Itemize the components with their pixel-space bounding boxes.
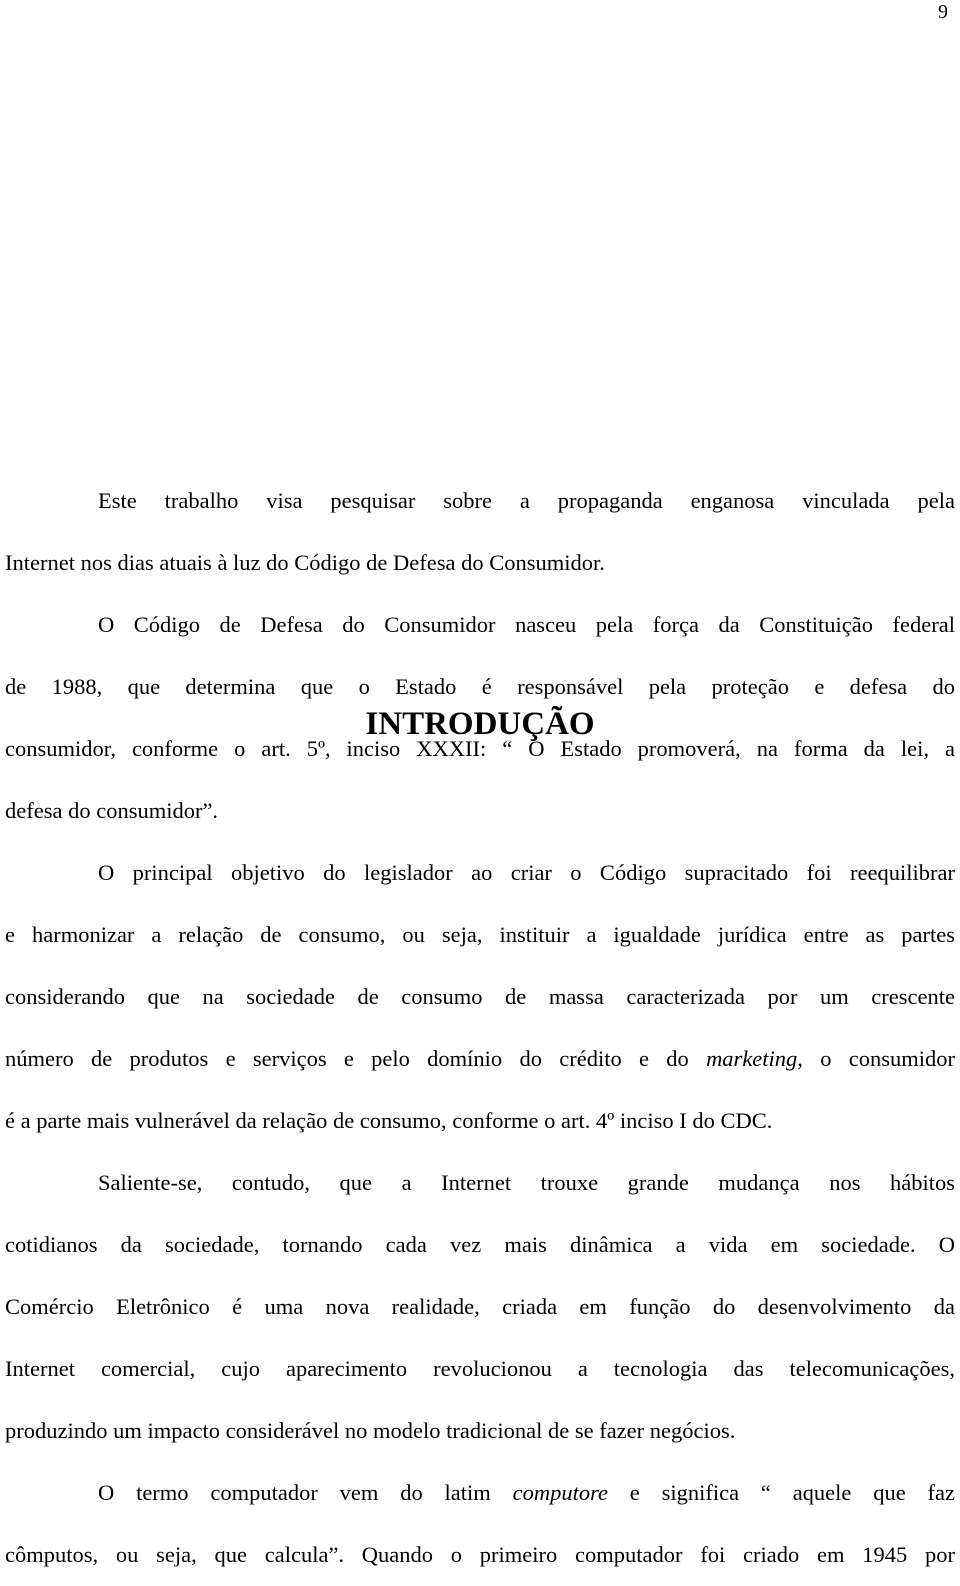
paragraph-line: O Código de Defesa do Consumidor nasceu pela força da Constituição federal [98, 612, 955, 637]
paragraph-line [5, 1462, 955, 1524]
paragraph-line [5, 1028, 955, 1090]
line-text: e significa “ aquele que faz [607, 1480, 955, 1505]
paragraph-line: defesa do consumidor”. [5, 798, 219, 823]
paragraph-line: e harmonizar a relação de consumo, ou seja, instituir a igualdade jurídica entre as partes [5, 922, 955, 947]
paragraph-4 [5, 1152, 955, 1462]
paragraph-line: cotidianos da sociedade, tornando cada vez mais dinâmica a vida em sociedade. O [5, 1232, 955, 1257]
paragraph-1 [5, 470, 955, 594]
paragraph-line: é a parte mais vulnerável da relação de consumo, conforme o art. 4º inciso I do CDC. [5, 1108, 773, 1133]
paragraph-line: Internet comercial, cujo aparecimento revolucionou a tecnologia das telecomunicações, [5, 1356, 955, 1381]
paragraph-3 [5, 842, 955, 1152]
paragraph-line: Comércio Eletrônico é uma nova realidade, criada em função do desenvolvimento da [5, 1294, 955, 1319]
italic-term: marketing [706, 1046, 798, 1071]
line-text: número de produtos e serviços e pelo domínio do crédito e do [5, 1046, 707, 1071]
page-number: 9 [938, 1, 948, 23]
paragraph-line: consumidor, conforme o art. 5º, inciso XXXII: “ O Estado promoverá, na forma da lei, a [5, 736, 955, 761]
paragraph-line: de 1988, que determina que o Estado é responsável pela proteção e defesa do [5, 674, 955, 699]
italic-term: computore [512, 1480, 608, 1505]
paragraph-2 [5, 594, 955, 842]
paragraph-line: Este trabalho visa pesquisar sobre a propaganda enganosa vinculada pela [98, 488, 955, 513]
paragraph-5 [5, 1462, 955, 1586]
line-text: O termo computador vem do latim [98, 1480, 513, 1505]
paragraph-line: Internet nos dias atuais à luz do Código de Defesa do Consumidor. [5, 550, 605, 575]
line-text: , o consumidor [797, 1046, 955, 1071]
page-title: INTRODUÇÃO [365, 706, 595, 742]
paragraph-line: produzindo um impacto considerável no modelo tradicional de se fazer negócios. [5, 1418, 736, 1443]
document-body [5, 470, 955, 1586]
paragraph-line: O principal objetivo do legislador ao criar o Código supracitado foi reequilibrar [98, 860, 955, 885]
paragraph-line: Saliente-se, contudo, que a Internet trouxe grande mudança nos hábitos [98, 1170, 955, 1195]
paragraph-line: cômputos, ou seja, que calcula”. Quando o primeiro computador foi criado em 1945 por [5, 1542, 955, 1567]
paragraph-line: considerando que na sociedade de consumo de massa caracterizada por um crescente [5, 984, 955, 1009]
